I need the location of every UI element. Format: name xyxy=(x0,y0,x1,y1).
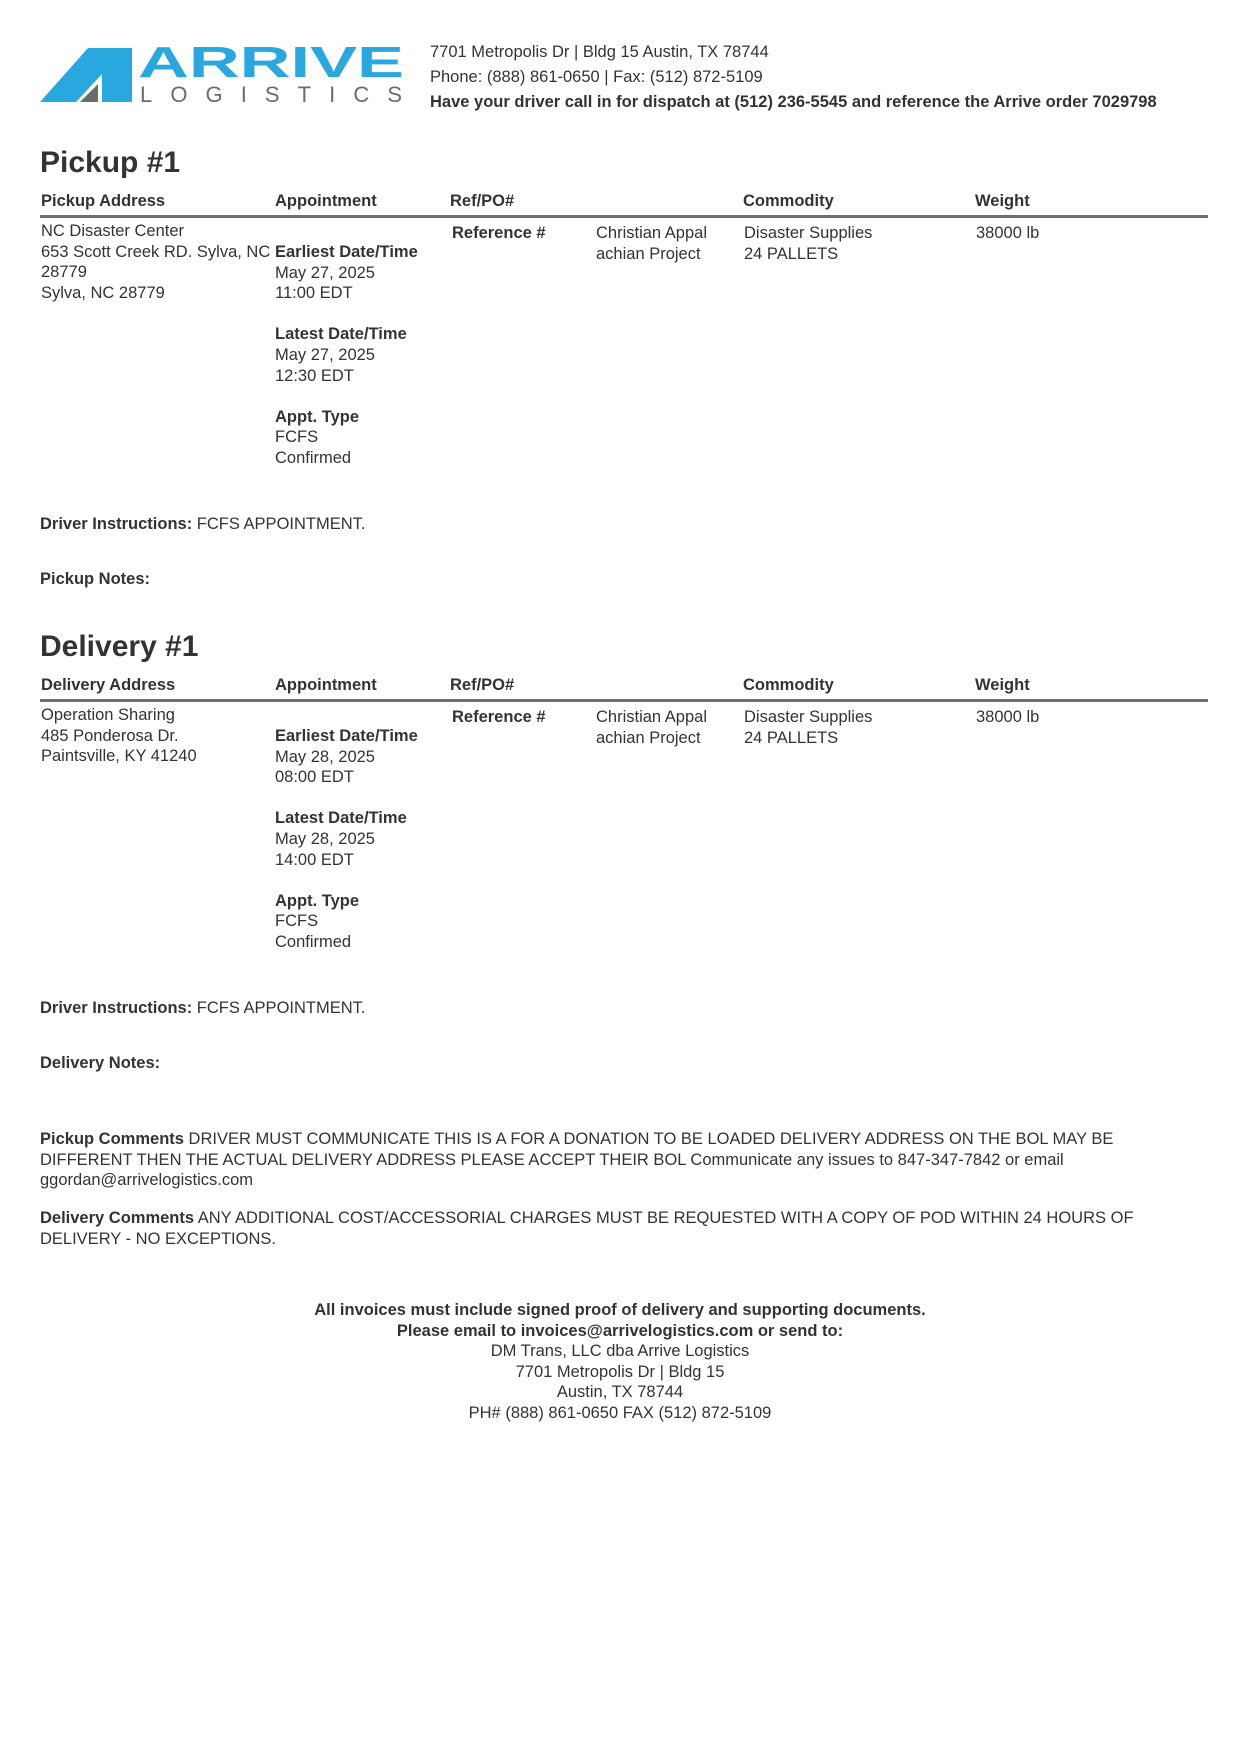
pickup-ref-value-line: achian Project xyxy=(596,244,701,263)
delivery-address xyxy=(41,705,197,767)
pickup-commodity xyxy=(744,223,872,264)
delivery-header-appointment: Appointment xyxy=(275,676,377,694)
pickup-header-appointment: Appointment xyxy=(275,192,377,210)
pickup-notes xyxy=(40,569,150,590)
pickup-latest-date: May 27, 2025 xyxy=(275,345,375,364)
pickup-comments-label: Pickup Comments xyxy=(40,1130,184,1148)
pickup-notes-label: Pickup Notes: xyxy=(40,570,151,588)
delivery-ref-value-line: Christian Appal xyxy=(596,708,707,726)
pickup-ref-label: Reference # xyxy=(452,224,546,242)
pickup-earliest-label: Earliest Date/Time xyxy=(275,243,418,261)
delivery-earliest-time: 08:00 EDT xyxy=(275,768,354,787)
delivery-ref-value-line: achian Project xyxy=(596,728,701,747)
footer-city: Austin, TX 78744 xyxy=(556,1383,684,1402)
delivery-address-line: 485 Ponderosa Dr. xyxy=(41,726,179,745)
pickup-earliest-date: May 27, 2025 xyxy=(275,263,375,282)
delivery-title: Delivery #1 xyxy=(40,630,199,663)
pickup-address-line: 28779 xyxy=(41,263,87,282)
pickup-header-ref: Ref/PO# xyxy=(450,192,515,210)
delivery-comments-text: ANY ADDITIONAL COST/ACCESSORIAL CHARGES MUST BE REQUESTED WITH A COPY OF POD WITHIN 24 HOURS OF DELIVERY - NO EXCEPTIONS. xyxy=(40,1209,1134,1248)
pickup-appt-type-label: Appt. Type xyxy=(275,407,360,426)
footer-street: 7701 Metropolis Dr | Bldg 15 xyxy=(515,1362,725,1381)
footer-invoice-requirement: All invoices must include signed proof of delivery and supporting documents. xyxy=(314,1301,926,1319)
footer-phone-fax: PH# (888) 861-0650 FAX (512) 872-5109 xyxy=(468,1403,772,1422)
pickup-comments xyxy=(40,1129,1210,1191)
delivery-latest-time: 14:00 EDT xyxy=(275,850,354,869)
delivery-address-line: Paintsville, KY 41240 xyxy=(41,747,197,766)
pickup-header-address: Pickup Address xyxy=(41,192,166,210)
pickup-header-weight: Weight xyxy=(975,192,1030,210)
delivery-notes xyxy=(40,1053,160,1074)
delivery-weight: 38000 lb xyxy=(976,708,1040,726)
arrive-logistics-logo xyxy=(40,40,405,112)
pickup-appt-status: Confirmed xyxy=(275,448,352,467)
pickup-address-line: NC Disaster Center xyxy=(41,222,185,240)
pickup-earliest-time: 11:00 EDT xyxy=(275,284,353,303)
delivery-comments xyxy=(40,1208,1210,1249)
delivery-commodity-line: 24 PALLETS xyxy=(744,728,839,747)
delivery-driver-instructions-value: FCFS APPOINTMENT. xyxy=(196,999,366,1017)
header-phone-fax: Phone: (888) 861-0650 | Fax: (512) 872-5109 xyxy=(430,68,763,86)
pickup-address xyxy=(41,221,270,303)
pickup-header-commodity: Commodity xyxy=(743,192,834,210)
footer-company: DM Trans, LLC dba Arrive Logistics xyxy=(490,1342,750,1361)
delivery-header-rule xyxy=(40,699,1208,702)
logo-top-word: ARRIVE xyxy=(138,40,404,87)
pickup-driver-instructions-value: FCFS APPOINTMENT. xyxy=(196,515,366,533)
pickup-ref-value xyxy=(596,223,707,264)
pickup-weight: 38000 lb xyxy=(976,224,1040,242)
delivery-appt-status: Confirmed xyxy=(275,932,352,951)
footer-email-instruction: Please email to invoices@arrivelogistics.com or send to: xyxy=(396,1321,844,1340)
delivery-appointment xyxy=(275,726,418,973)
delivery-address-line: Operation Sharing xyxy=(41,706,175,724)
delivery-earliest-label: Earliest Date/Time xyxy=(275,727,418,745)
delivery-header-weight: Weight xyxy=(975,676,1030,694)
delivery-appt-type-label: Appt. Type xyxy=(275,891,360,910)
delivery-header-commodity: Commodity xyxy=(743,676,834,694)
delivery-latest-label: Latest Date/Time xyxy=(275,809,407,828)
delivery-latest-date: May 28, 2025 xyxy=(275,829,375,848)
delivery-comments-label: Delivery Comments xyxy=(40,1209,195,1227)
pickup-ref-value-line: Christian Appal xyxy=(596,224,707,242)
pickup-address-line: 653 Scott Creek RD. Sylva, NC xyxy=(41,242,271,261)
header-contact xyxy=(430,40,1157,115)
delivery-ref-label: Reference # xyxy=(452,708,546,726)
pickup-comments-text: DRIVER MUST COMMUNICATE THIS IS A FOR A DONATION TO BE LOADED DELIVERY ADDRESS ON THE BOL MAY BE DIFFERENT THEN THE ACTUAL DELIVERY ADDRESS PLEASE ACCEPT THEIR BOL Communicate any issues to 847-347-7842 or email ggordan@arrivelogistics.com xyxy=(40,1130,1114,1190)
pickup-appointment xyxy=(275,242,418,489)
delivery-driver-instructions-label: Driver Instructions: xyxy=(40,999,193,1017)
invoice-footer xyxy=(0,1300,1240,1424)
delivery-appt-type-value: FCFS xyxy=(275,912,319,931)
delivery-header-address: Delivery Address xyxy=(41,676,176,694)
pickup-latest-label: Latest Date/Time xyxy=(275,325,407,344)
pickup-commodity-line: Disaster Supplies xyxy=(744,224,873,242)
delivery-earliest-date: May 28, 2025 xyxy=(275,747,375,766)
delivery-commodity-line: Disaster Supplies xyxy=(744,708,873,726)
delivery-ref-value xyxy=(596,707,707,748)
header-address: 7701 Metropolis Dr | Bldg 15 Austin, TX 78744 xyxy=(430,43,769,61)
delivery-commodity xyxy=(744,707,872,748)
pickup-driver-instructions-label: Driver Instructions: xyxy=(40,515,193,533)
pickup-header-rule xyxy=(40,215,1208,218)
pickup-driver-instructions xyxy=(40,514,365,535)
delivery-notes-label: Delivery Notes: xyxy=(40,1054,161,1072)
pickup-appt-type-value: FCFS xyxy=(275,428,319,447)
pickup-address-line: Sylva, NC 28779 xyxy=(41,283,165,302)
delivery-driver-instructions xyxy=(40,998,365,1019)
pickup-latest-time: 12:30 EDT xyxy=(275,366,354,385)
pickup-title: Pickup #1 xyxy=(40,146,181,179)
header-dispatch-note: Have your driver call in for dispatch at (512) 236-5545 and reference the Arrive order 7029798 xyxy=(430,93,1157,111)
logo-bottom-word: LOGISTICS xyxy=(140,82,402,107)
pickup-commodity-line: 24 PALLETS xyxy=(744,244,839,263)
delivery-header-ref: Ref/PO# xyxy=(450,676,515,694)
